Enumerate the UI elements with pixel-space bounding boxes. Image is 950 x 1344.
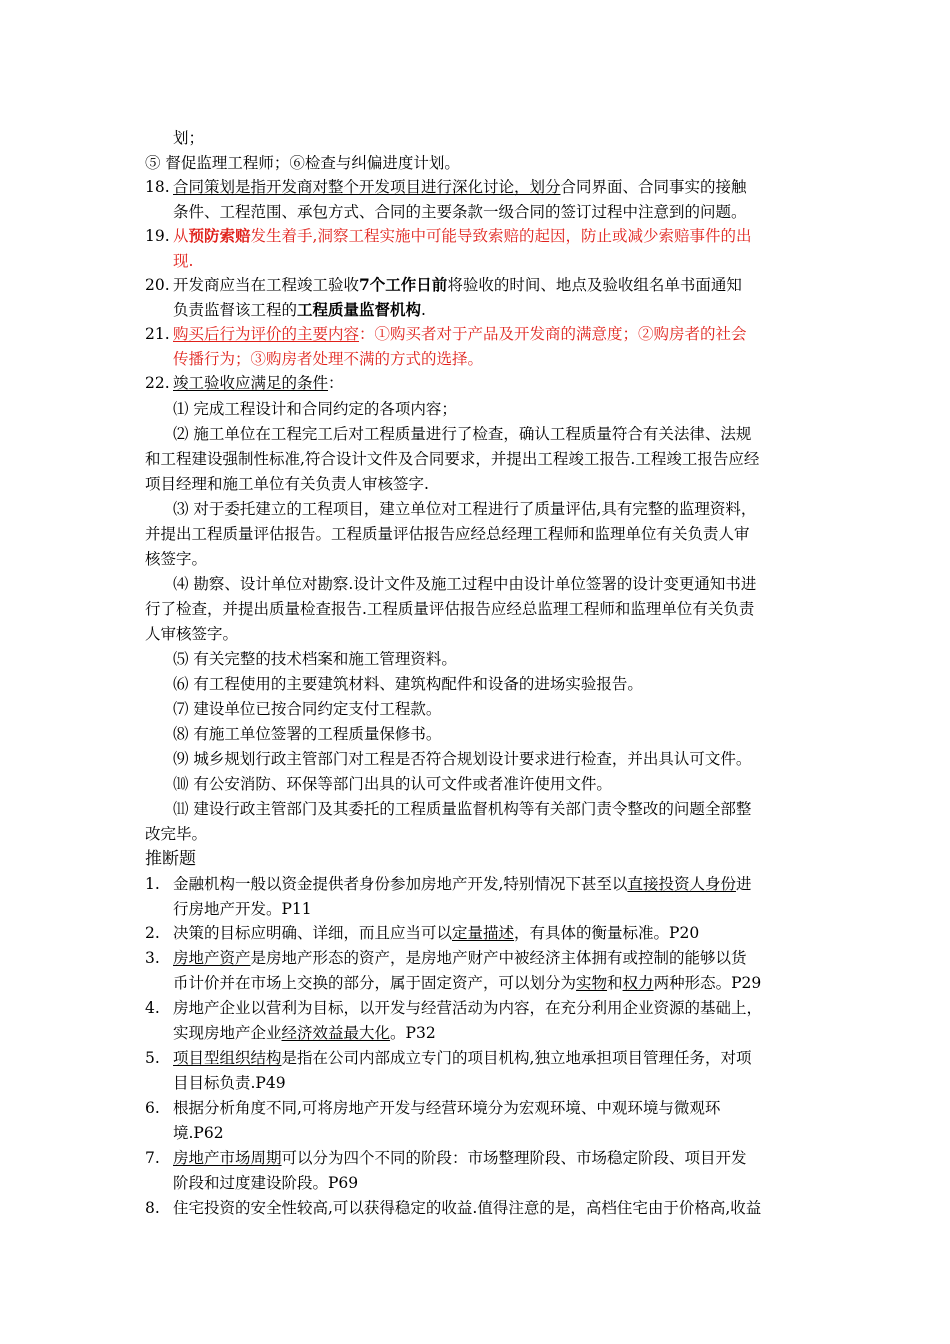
item-number: 18. [145,178,170,196]
item-number: 19. [145,227,170,245]
item-number: 20. [145,276,170,294]
condition-line: ⑴ 完成工程设计和合同约定的各项内容； [173,400,457,418]
item-21-line-1: 购买后行为评价的主要内容：①购买者对于产品及开发商的满意度；②购房者的社会 [173,325,747,343]
item-number: 22. [145,374,170,392]
judge-6-line-1: 根据分析角度不同,可将房地产开发与经营环境分为宏观环境、中观环境与微观环 [173,1099,721,1117]
condition-line: 人审核签字。 [145,625,239,643]
condition-line: ⑷ 勘察、设计单位对勘察.设计文件及施工过程中由设计单位签署的设计变更通知书进 [173,575,757,593]
condition-line: ⑸ 有关完整的技术档案和施工管理资料。 [173,650,457,668]
judge-4-line-2: 实现房地产企业经济效益最大化。P32 [173,1024,436,1042]
item-18-line-1: 合同策划是指开发商对整个开发项目进行深化讨论，划分合同界面、合同事实的接触 [173,178,747,196]
judge-1-line-1: 金融机构一般以资金提供者身份参加房地产开发,特别情况下甚至以直接投资人身份进 [173,875,752,893]
condition-line: ⑻ 有施工单位签署的工程质量保修书。 [173,725,442,743]
judge-3-line-1: 房地产资产是房地产形态的资产，是房地产财产中被经济主体拥有或控制的能够以货 [173,949,747,967]
item-number: 21. [145,325,170,343]
item-20-line-2: 负责监督该工程的工程质量监督机构. [173,300,426,319]
judge-8-line-1: 住宅投资的安全性较高,可以获得稳定的收益.值得注意的是，高档住宅由于价格高,收益 [173,1199,762,1217]
condition-line: ⑽ 有公安消防、环保等部门出具的认可文件或者准许使用文件。 [173,775,612,793]
judge-6-line-2: 境.P62 [173,1124,224,1142]
condition-line: 和工程建设强制性标准,符合设计文件及合同要求，并提出工程竣工报告.工程竣工报告应经 [145,450,760,468]
judge-7-line-1: 房地产市场周期可以分为四个不同的阶段：市场整理阶段、市场稳定阶段、项目开发 [173,1149,747,1167]
condition-line: ⑵ 施工单位在工程完工后对工程质量进行了检查，确认工程质量符合有关法律、法规 [173,425,752,443]
condition-line: ⑶ 对于委托建立的工程项目，建立单位对工程进行了质量评估,具有完整的监理资料， [173,500,757,518]
item-number: 7. [145,1149,160,1167]
judge-5-line-2: 目目标负责.P49 [173,1074,286,1092]
judge-2-line-1: 决策的目标应明确、详细，而且应当可以定量描述，有具体的衡量标准。P20 [173,924,700,942]
item-number: 2. [145,924,160,942]
item-number: 5. [145,1049,160,1067]
condition-line: 并提出工程质量评估报告。工程质量评估报告应经总经理工程师和监理单位有关负责人审 [145,525,750,543]
condition-line: ⑺ 建设单位已按合同约定支付工程款。 [173,700,442,718]
item-18-line-2: 条件、工程范围、承包方式、合同的主要条款一级合同的签订过程中注意到的问题。 [173,203,747,221]
item-22-line-1: 竣工验收应满足的条件： [173,374,344,392]
condition-line: 行了检查，并提出质量检查报告.工程质量评估报告应经总监理工程师和监理单位有关负责 [145,600,755,618]
item-number: 3. [145,949,160,967]
condition-line: ⑹ 有工程使用的主要建筑材料、建筑构配件和设备的进场实验报告。 [173,675,643,693]
text-line: 划； [173,129,205,147]
item-number: 8. [145,1199,160,1217]
judge-4-line-1: 房地产企业以营利为目标，以开发与经营活动为内容，在充分利用企业资源的基础上， [173,999,763,1017]
condition-line: 核签字。 [145,550,208,568]
item-20-line-1: 开发商应当在工程竣工验收7个工作日前将验收的时间、地点及验收组名单书面通知 [173,275,742,294]
item-number: 4. [145,999,160,1017]
condition-line: ⑼ 城乡规划行政主管部门对工程是否符合规划设计要求进行检查，并出具认可文件。 [173,750,752,768]
judge-7-line-2: 阶段和过度建设阶段。P69 [173,1174,359,1192]
text-line: ⑤ 督促监理工程师；⑥检查与纠偏进度计划。 [145,154,460,172]
judge-5-line-1: 项目型组织结构是指在公司内部成立专门的项目机构,独立地承担项目管理任务，对项 [173,1049,752,1067]
judge-3-line-2: 币计价并在市场上交换的部分，属于固定资产，可以划分为实物和权力两种形态。P29 [173,974,762,992]
condition-line: 项目经理和施工单位有关负责人审核签字. [145,475,429,493]
condition-line: 改完毕。 [145,825,208,843]
section-heading: 推断题 [145,849,196,869]
item-21-line-2: 传播行为；③购房者处理不满的方式的选择。 [173,350,484,368]
judge-1-line-2: 行房地产开发。P11 [173,900,312,918]
condition-line: ⑾ 建设行政主管部门及其委托的工程质量监督机构等有关部门责令整改的问题全部整 [173,800,752,818]
item-19-line-1: 从预防索赔发生着手,洞察工程实施中可能导致索赔的起因，防止或减少索赔事件的出 [173,226,752,245]
item-number: 6. [145,1099,160,1117]
item-number: 1. [145,875,160,893]
item-19-line-2: 现. [173,252,194,270]
